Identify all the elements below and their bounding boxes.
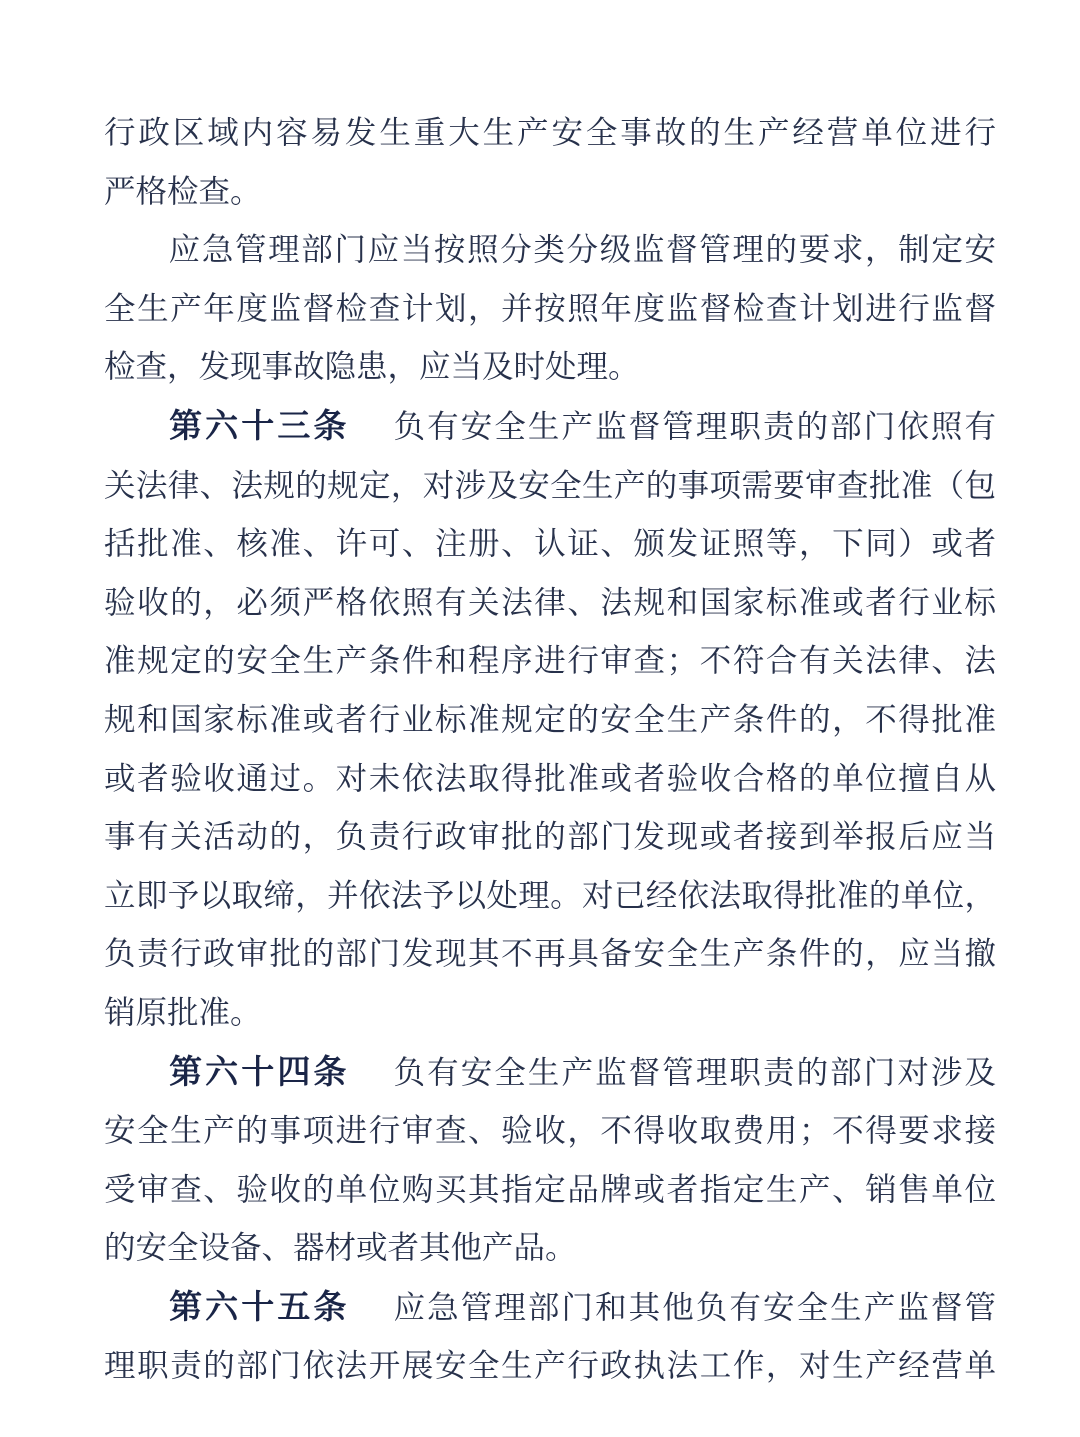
line-text: 事有关活动的，负责行政审批的部门发现或者接到举报后应当 [104,819,996,855]
line-text: 严格检查。 [104,173,262,209]
line-text: 验收的，必须严格依照有关法律、法规和国家标准或者行业标 [104,584,996,620]
doc-line [104,632,996,691]
line-text: 准规定的安全生产条件和程序进行审查；不符合有关法律、法 [104,643,996,679]
line-text: 应急管理部门应当按照分类分级监督管理的要求，制定安 [167,232,996,268]
paragraph-indent [104,436,167,437]
line-text: 全生产年度监督检查计划，并按照年度监督检查计划进行监督 [104,290,996,326]
doc-line [104,1102,996,1161]
line-text: 检查，发现事故隐患，应当及时处理。 [104,349,640,385]
article-number: 第六十四条 [167,1052,350,1090]
line-text: 规和国家标准或者行业标准规定的安全生产条件的，不得批准 [104,701,996,737]
paragraph-indent [104,1317,167,1318]
doc-line-paragraph-end [104,984,996,1043]
doc-line [104,1337,996,1396]
doc-line-paragraph-start [104,221,996,280]
line-text: 应急管理部门和其他负有安全生产监督管 [391,1289,996,1325]
doc-line [104,280,996,339]
article-65-heading-line [104,1278,996,1338]
line-text: 的安全设备、器材或者其他产品。 [104,1230,577,1266]
line-text: 关法律、法规的规定，对涉及安全生产的事项需要审查批准（包 [104,467,996,503]
doc-line [104,925,996,984]
line-text: 括批准、核准、许可、注册、认证、颁发证照等，下同）或者 [104,526,996,562]
doc-line [104,574,996,633]
line-text: 理职责的部门依法开展安全生产行政执法工作，对生产经营单 [104,1348,996,1384]
doc-line [104,750,996,809]
line-text: 安全生产的事项进行审查、验收，不得收取费用；不得要求接 [104,1113,996,1149]
paragraph-indent [104,259,167,260]
doc-line [104,104,996,163]
doc-line [104,1161,996,1220]
doc-line [104,808,996,867]
line-text: 负责行政审批的部门发现其不再具备安全生产条件的，应当撤 [104,936,996,972]
article-63-heading-line [104,397,996,457]
line-text: 受审查、验收的单位购买其指定品牌或者指定生产、销售单位 [104,1171,996,1207]
line-text: 负有安全生产监督管理职责的部门对涉及 [391,1054,996,1090]
doc-line [104,457,996,516]
article-number-gap [350,1082,392,1083]
line-text: 或者验收通过。对未依法取得批准或者验收合格的单位擅自从 [104,760,996,796]
line-text: 负有安全生产监督管理职责的部门依照有 [391,408,996,444]
doc-line-paragraph-end [104,338,996,397]
line-text: 行政区域内容易发生重大生产安全事故的生产经营单位进行 [104,115,996,150]
line-text: 销原批准。 [104,994,262,1030]
article-number: 第六十五条 [167,1287,350,1325]
doc-line [104,515,996,574]
article-number: 第六十三条 [167,406,350,444]
doc-line [104,867,996,926]
doc-line-paragraph-end [104,1219,996,1278]
paragraph-indent [104,1082,167,1083]
article-number-gap [350,436,392,437]
line-text: 立即予以取缔，并依法予以处理。对已经依法取得批准的单位， [104,877,996,913]
doc-line-paragraph-end [104,163,996,222]
article-number-gap [350,1317,392,1318]
doc-line [104,691,996,750]
article-64-heading-line [104,1043,996,1103]
